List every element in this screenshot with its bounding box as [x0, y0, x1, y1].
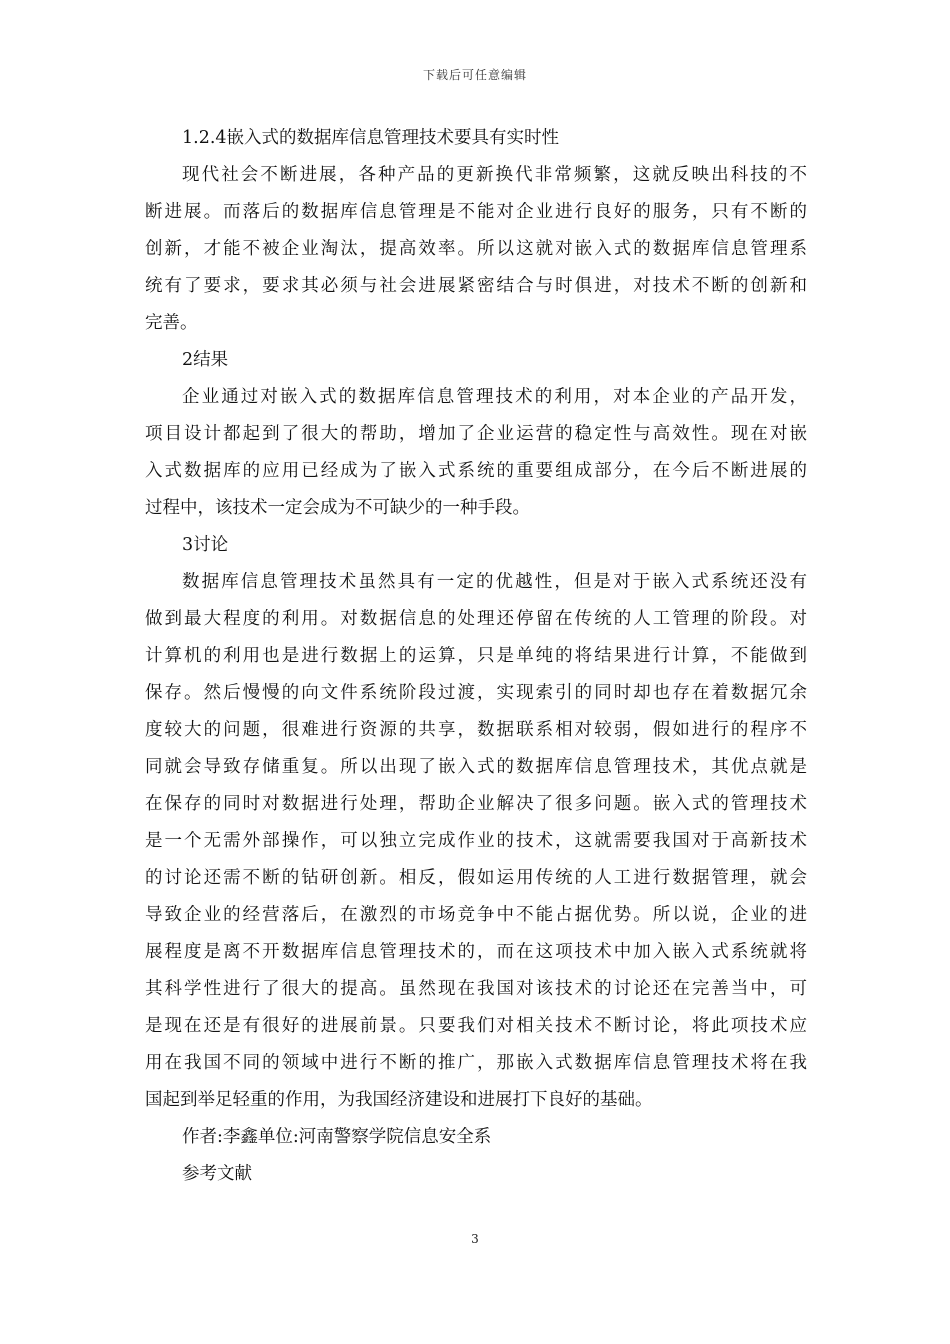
- paragraph-line: 计算机的利用也是进行数据上的运算，只是单纯的将结果进行计算，不能做到: [145, 646, 807, 666]
- paragraph-line: 在保存的同时对数据进行处理，帮助企业解决了很多问题。嵌入式的管理技术: [145, 794, 807, 814]
- document-body: [145, 120, 807, 1193]
- paragraph-line: 保存。然后慢慢的向文件系统阶段过渡，实现索引的同时却也存在着数据冗余: [145, 683, 807, 703]
- paragraph-line: 创新，才能不被企业淘汰，提高效率。所以这就对嵌入式的数据库信息管理系: [145, 239, 807, 259]
- paragraph-line: 用在我国不同的领域中进行不断的推广，那嵌入式数据库信息管理技术将在我: [145, 1053, 807, 1073]
- paragraph-line: 导致企业的经营落后，在激烈的市场竞争中不能占据优势。所以说，企业的进: [145, 905, 807, 925]
- paragraph-line: 是现在还是有很好的进展前景。只要我们对相关技术不断讨论，将此项技术应: [145, 1016, 807, 1036]
- author-affiliation: 作者:李鑫单位:河南警察学院信息安全系: [182, 1127, 492, 1147]
- paragraph-line: 入式数据库的应用已经成为了嵌入式系统的重要组成部分，在今后不断进展的: [145, 461, 807, 481]
- paragraph-line: 企业通过对嵌入式的数据库信息管理技术的利用，对本企业的产品开发，: [182, 387, 807, 407]
- paragraph-line: 度较大的问题，很难进行资源的共享，数据联系相对较弱，假如进行的程序不: [145, 720, 807, 740]
- paragraph-discussion: [145, 564, 807, 1119]
- paragraph-results: [145, 379, 807, 527]
- paragraph-line: 统有了要求，要求其必须与社会进展紧密结合与时俱进，对技术不断的创新和: [145, 276, 807, 296]
- paragraph-line: 展程度是离不开数据库信息管理技术的，而在这项技术中加入嵌入式系统就将: [145, 942, 807, 962]
- paragraph-realtime: [145, 157, 807, 342]
- paragraph-line: 做到最大程度的利用。对数据信息的处理还停留在传统的人工管理的阶段。对: [145, 609, 807, 629]
- paragraph-line: 断进展。而落后的数据库信息管理是不能对企业进行良好的服务，只有不断的: [145, 202, 807, 222]
- paragraph-line: 其科学性进行了很大的提高。虽然现在我国对该技术的讨论还在完善当中，可: [145, 979, 807, 999]
- paragraph-line: 数据库信息管理技术虽然具有一定的优越性，但是对于嵌入式系统还没有: [182, 572, 807, 592]
- paragraph-line: 同就会导致存储重复。所以出现了嵌入式的数据库信息管理技术，其优点就是: [145, 757, 807, 777]
- references-heading: 参考文献: [182, 1164, 252, 1184]
- paragraph-line: 国起到举足轻重的作用，为我国经济建设和进展打下良好的基础。: [145, 1090, 653, 1110]
- paragraph-line: 的讨论还需不断的钻研创新。相反，假如运用传统的人工进行数据管理，就会: [145, 868, 807, 888]
- paragraph-line: 现代社会不断进展，各种产品的更新换代非常频繁，这就反映出科技的不: [182, 165, 807, 185]
- paragraph-line: 过程中，该技术一定会成为不可缺少的一种手段。: [145, 498, 530, 518]
- paragraph-line: 是一个无需外部操作，可以独立完成作业的技术，这就需要我国对于高新技术: [145, 831, 807, 851]
- section-heading-results: 2结果: [182, 350, 229, 370]
- paragraph-line: 项目设计都起到了很大的帮助，增加了企业运营的稳定性与高效性。现在对嵌: [145, 424, 807, 444]
- page-number: 3: [471, 1232, 479, 1246]
- page-header: 下载后可任意编辑: [422, 68, 527, 82]
- section-heading-1-2-4: 1.2.4嵌入式的数据库信息管理技术要具有实时性: [182, 128, 560, 148]
- paragraph-line: 完善。: [145, 313, 198, 333]
- section-heading-discussion: 3讨论: [182, 535, 229, 555]
